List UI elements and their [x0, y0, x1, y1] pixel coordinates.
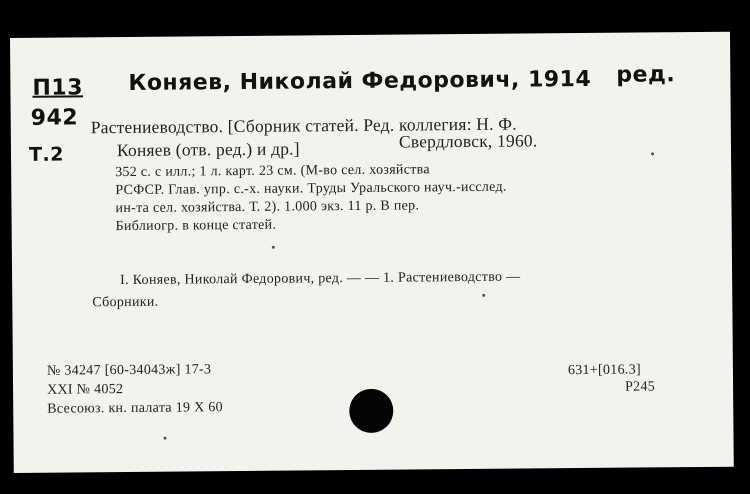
- footer-chamber: Всесоюз. кн. палата 19 X 60: [47, 400, 223, 417]
- footer-number: XXI № 4052: [47, 382, 124, 398]
- description-line: РСФСР. Глав. упр. с.-х. науки. Труды Уральского науч.-исслед.: [115, 179, 507, 199]
- description-line: Библиогр. в конце статей.: [115, 217, 277, 235]
- scan-speck: [163, 437, 166, 440]
- title-line: Растениеводство. [Сборник статей. Ред. коллегия: Н. Ф.: [90, 113, 517, 138]
- catalog-card: [10, 32, 734, 473]
- description-line: ин-та сел. хозяйства. Т. 2). 1.000 экз. 11 р. В пер.: [115, 198, 420, 217]
- classification-code: 631+[016.3]: [567, 362, 642, 379]
- place-year: Свердловск, 1960.: [398, 130, 538, 152]
- scan-speck: [272, 246, 275, 249]
- author-mark: Р245: [625, 379, 656, 395]
- scan-speck: [651, 152, 654, 155]
- editors-line: Коняев (отв. ред.) и др.]: [116, 138, 300, 161]
- author-heading: Коняев, Николай Федорович, 1914: [128, 66, 592, 96]
- punch-hole: [349, 389, 393, 433]
- role-abbreviation: ред.: [616, 62, 676, 88]
- description-line: 352 с. с илл.; 1 л. карт. 23 см. (М-во сел. хозяйства: [115, 162, 430, 181]
- scan-speck: [482, 294, 485, 297]
- call-number-top: П13: [32, 75, 84, 101]
- volume-mark: Т.2: [28, 143, 65, 166]
- call-number-bottom: 942: [30, 105, 79, 131]
- footer-number: № 34247 [60-34043ж] 17-3: [46, 362, 212, 379]
- tracing-line: I. Коняев, Николай Федорович, ред. — — 1. Растениеводство —: [120, 269, 521, 289]
- tracing-line: Сборники.: [92, 294, 159, 311]
